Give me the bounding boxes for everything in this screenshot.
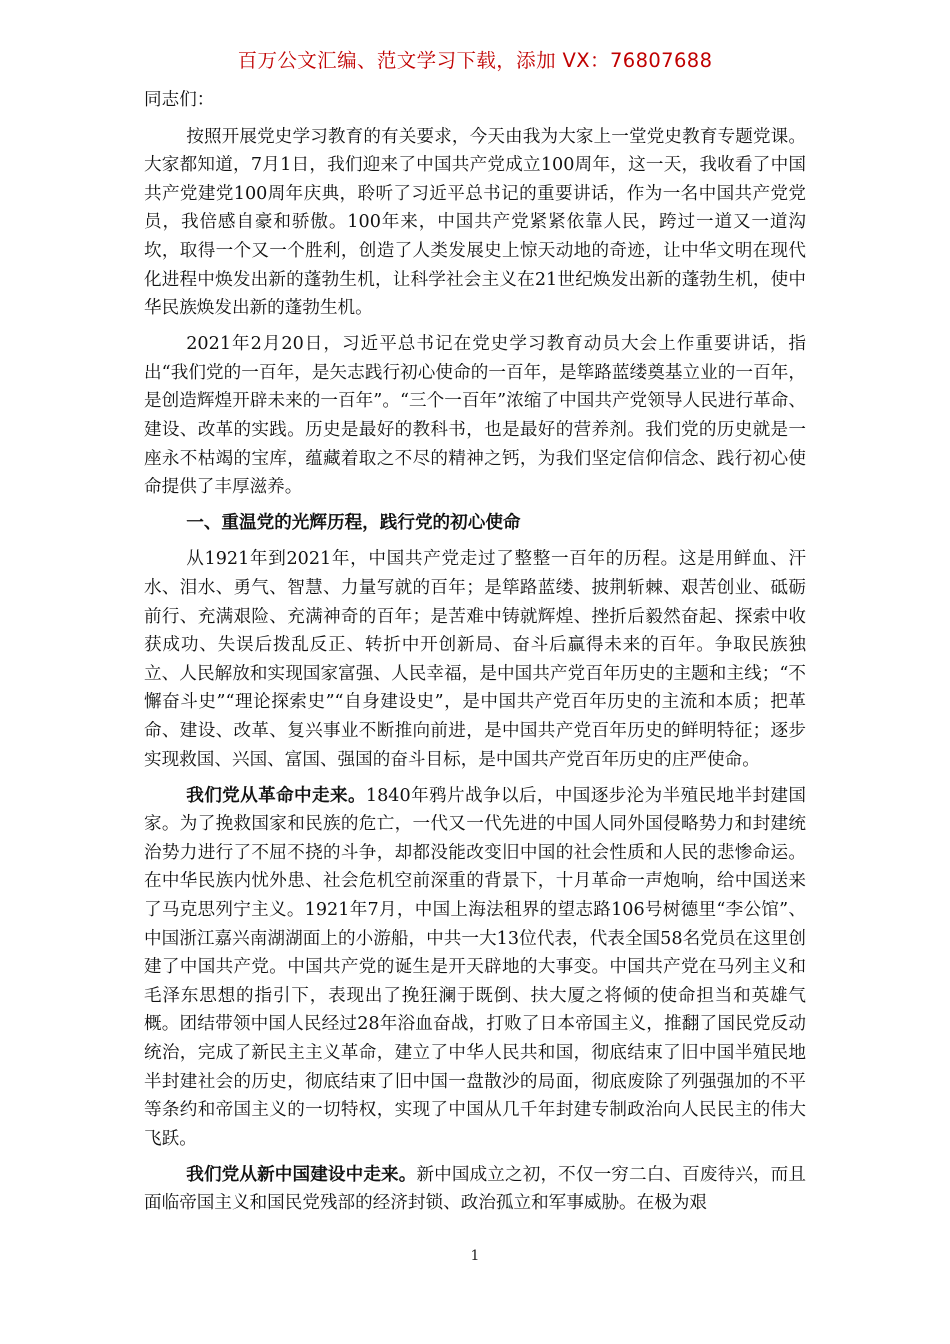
- history-paragraph: [144, 545, 806, 774]
- paragraph-text: 2021年2月20日，习近平总书记在党史学习教育动员大会上作重要讲话，指出“我们党的一百年，是矢志践行初心使命的一百年，是筚路蓝缕奠基立业的一百年，是创造辉煌开辟未来的一百年”。“三个一百年”浓缩了中国共产党领导人民进行革命、建设、改革的实践。历史是最好的教科书，也是最好的营养剂。我们党的历史就是一座永不枯竭的宝库，蕴藏着取之不尽的精神之钙，为我们坚定信仰信念、践行初心使命提供了丰厚滋养。: [144, 334, 806, 498]
- section-heading: 一、重温党的光辉历程，践行党的初心使命: [186, 512, 521, 534]
- quote-paragraph: [144, 330, 806, 502]
- paragraph-lead: 我们党从新中国建设中走来。: [186, 1163, 417, 1185]
- paragraph-text: 1840年鸦片战争以后，中国逐步沦为半殖民地半封建国家。为了挽救国家和民族的危亡，一代又一代先进的中国人同外国侵略势力和封建统治势力进行了不屈不挠的斗争，却都没能改变旧中国的社会性质和人民的悲惨命运。在中华民族内忧外患、社会危机空前深重的背景下，十月革命一声炮响，给中国送来了马克思列宁主义。1921年7月，中国上海法租界的望志路106号树德里“李公馆”、中国浙江嘉兴南湖湖面上的小游船，中共一大13位代表，代表全国58名党员在这里创建了中国共产党。中国共产党的诞生是开天辟地的大事变。中国共产党在马列主义和毛泽东思想的指引下，表现出了挽狂澜于既倒、扶大厦之将倾的使命担当和英雄气概。团结带领中国人民经过28年浴血奋战，打败了日本帝国主义，推翻了国民党反动统治，完成了新民主主义革命，建立了中华人民共和国，彻底结束了旧中国半殖民地半封建社会的历史，彻底结束了旧中国一盘散沙的局面，彻底废除了列强强加的不平等条约和帝国主义的一切特权，实现了中国从几千年封建专制政治向人民民主的伟大飞跃。: [144, 785, 806, 1149]
- paragraph-lead: 我们党从革命中走来。: [186, 784, 366, 806]
- paragraph-text: 新中国成立之初，不仅一穷二白、百废待兴，而且面临帝国主义和国民党残部的经济封锁、政治孤立和军事威胁。在极为艰: [144, 1164, 806, 1214]
- greeting: 同志们：: [144, 90, 215, 110]
- paragraph-text: 从1921年到2021年，中国共产党走过了整整一百年的历程。这是用鲜血、汗水、泪水、勇气、智慧、力量写就的百年；是筚路蓝缕、披荆斩棘、艰苦创业、砥砺前行、充满艰险、充满神奇的百年；是苦难中铸就辉煌、挫折后毅然奋起、探索中收获成功、失误后拨乱反正、转折中开创新局、奋斗后赢得未来的百年。争取民族独立、人民解放和实现国家富强、人民幸福，是中国共产党百年历史的主题和主线；“不懈奋斗史”“理论探索史”“自身建设史”，是中国共产党百年历史的主流和本质；把革命、建设、改革、复兴事业不断推向前进，是中国共产党百年历史的鲜明特征；逐步实现救国、兴国、富国、强国的奋斗目标，是中国共产党百年历史的庄严使命。: [144, 549, 806, 770]
- construction-paragraph: [144, 1161, 806, 1218]
- download-banner: 百万公文汇编、范文学习下载，添加 VX：76807688: [237, 49, 713, 72]
- document-body: [144, 86, 806, 1226]
- revolution-paragraph: [144, 782, 806, 1154]
- intro-paragraph: [144, 123, 806, 323]
- paragraph-text: 按照开展党史学习教育的有关要求，今天由我为大家上一堂党史教育专题党课。大家都知道，7月1日，我们迎来了中国共产党成立100周年，这一天，我收看了中国共产党建党100周年庆典，聆听了习近平总书记的重要讲话，作为一名中国共产党党员，我倍感自豪和骄傲。100年来，中国共产党紧紧依靠人民，跨过一道又一道沟坎，取得一个又一个胜利，创造了人类发展史上惊天动地的奇迹，让中华文明在现代化进程中焕发出新的蓬勃生机，让科学社会主义在21世纪焕发出新的蓬勃生机，使中华民族焕发出新的蓬勃生机。: [144, 126, 806, 319]
- page-number: 1: [470, 1248, 480, 1264]
